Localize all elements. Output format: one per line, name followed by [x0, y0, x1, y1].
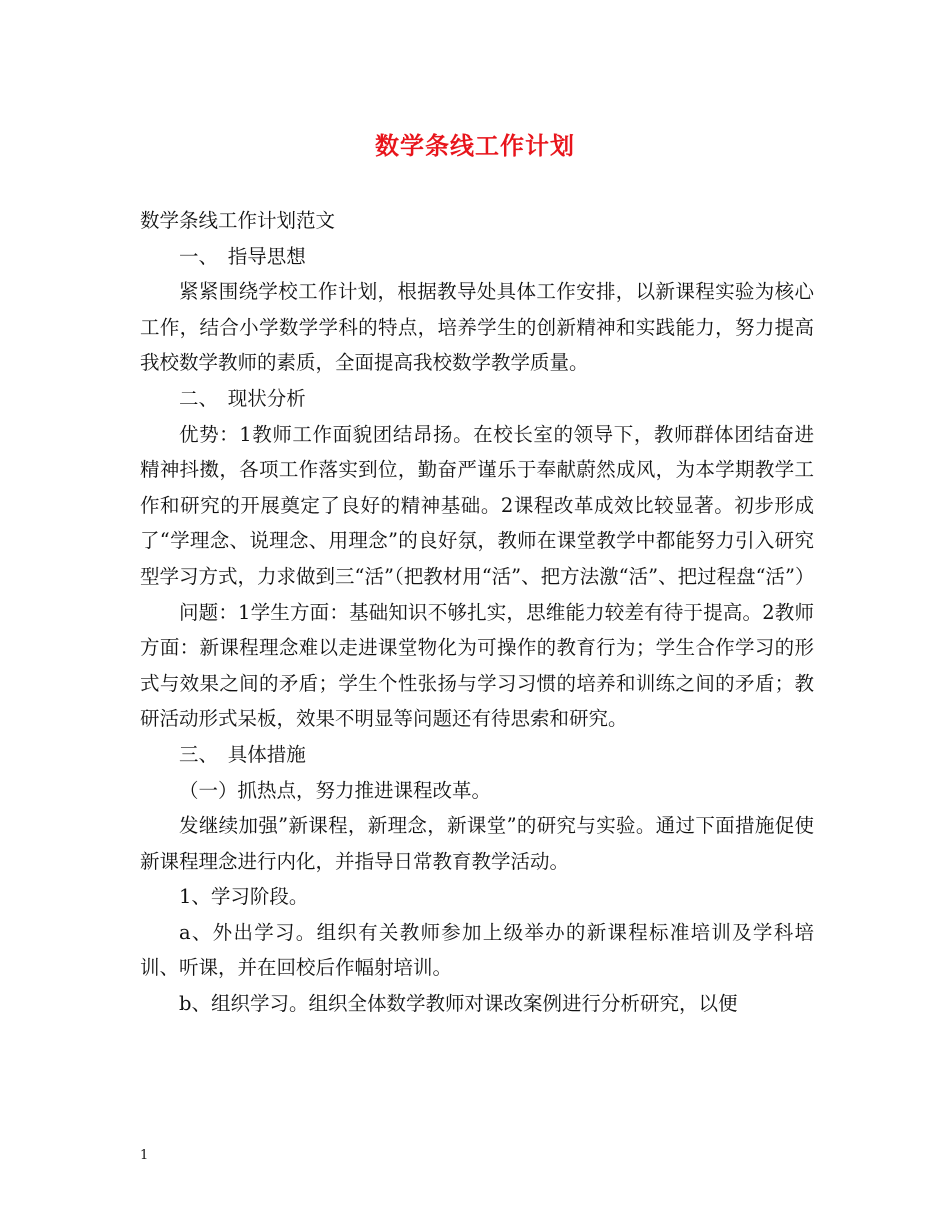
section-heading-status-analysis: 二、 现状分析 [179, 386, 306, 410]
subheading-curriculum-reform: （一）抓热点，努力推进课程改革。 [179, 778, 492, 802]
subtitle-paragraph: 数学条线工作计划范文 [140, 209, 336, 232]
document-body [140, 203, 814, 1022]
page-number: 1 [140, 1148, 149, 1163]
paragraph-guiding-thought: 紧紧围绕学校工作计划，根据教导处具体工作安排，以新课程实验为核心工作，结合小学数学学科的特点，培养学生的创新精神和实践能力，努力提高我校数学教师的素质，全面提高我校数学教学质量。 [140, 280, 814, 375]
section-heading-guiding-thought: 一、 指导思想 [179, 244, 306, 268]
section-heading-specific-measures: 三、 具体措施 [179, 742, 306, 766]
document-title: 数学条线工作计划 [375, 131, 575, 160]
list-item-organized-study: b、组织学习。组织全体数学教师对课改案例进行分析研究，以便 [179, 992, 738, 1016]
paragraph-problems: 问题：1学生方面：基础知识不够扎实，思维能力较差有待于提高。2教师方面：新课程理念难以走进课堂物化为可操作的教育行为；学生合作学习的形式与效果之间的矛盾；学生个性张扬与学习习惯的培养和训练之间的矛盾；教研活动形式呆板，效果不明显等问题还有待思索和研究。 [140, 600, 814, 731]
paragraph-advantages: 优势：1教师工作面貌团结昂扬。在校长室的领导下，教师群体团结奋进精神抖擞，各项工作落实到位，勤奋严谨乐于奉献蔚然成风，为本学期教学工作和研究的开展奠定了良好的精神基础。2课程改革成效比较显著。初步形成了“学理念、说理念、用理念”的良好氛，教师在课堂教学中都能努力引入研究型学习方式，力求做到三“活”（把教材用“活”、把方法激“活”、把过程盘“活”） [140, 422, 815, 588]
paragraph-new-curriculum: 发继续加强”新课程，新理念，新课堂”的研究与实验。通过下面措施促使新课程理念进行内化，并指导日常教育教学活动。 [140, 814, 814, 873]
list-item-external-study: a、外出学习。组织有关教师参加上级举办的新课程标准培训及学科培训、听课，并在回校后作幅射培训。 [140, 920, 814, 980]
list-heading-study-stage: 1、学习阶段。 [179, 885, 309, 909]
